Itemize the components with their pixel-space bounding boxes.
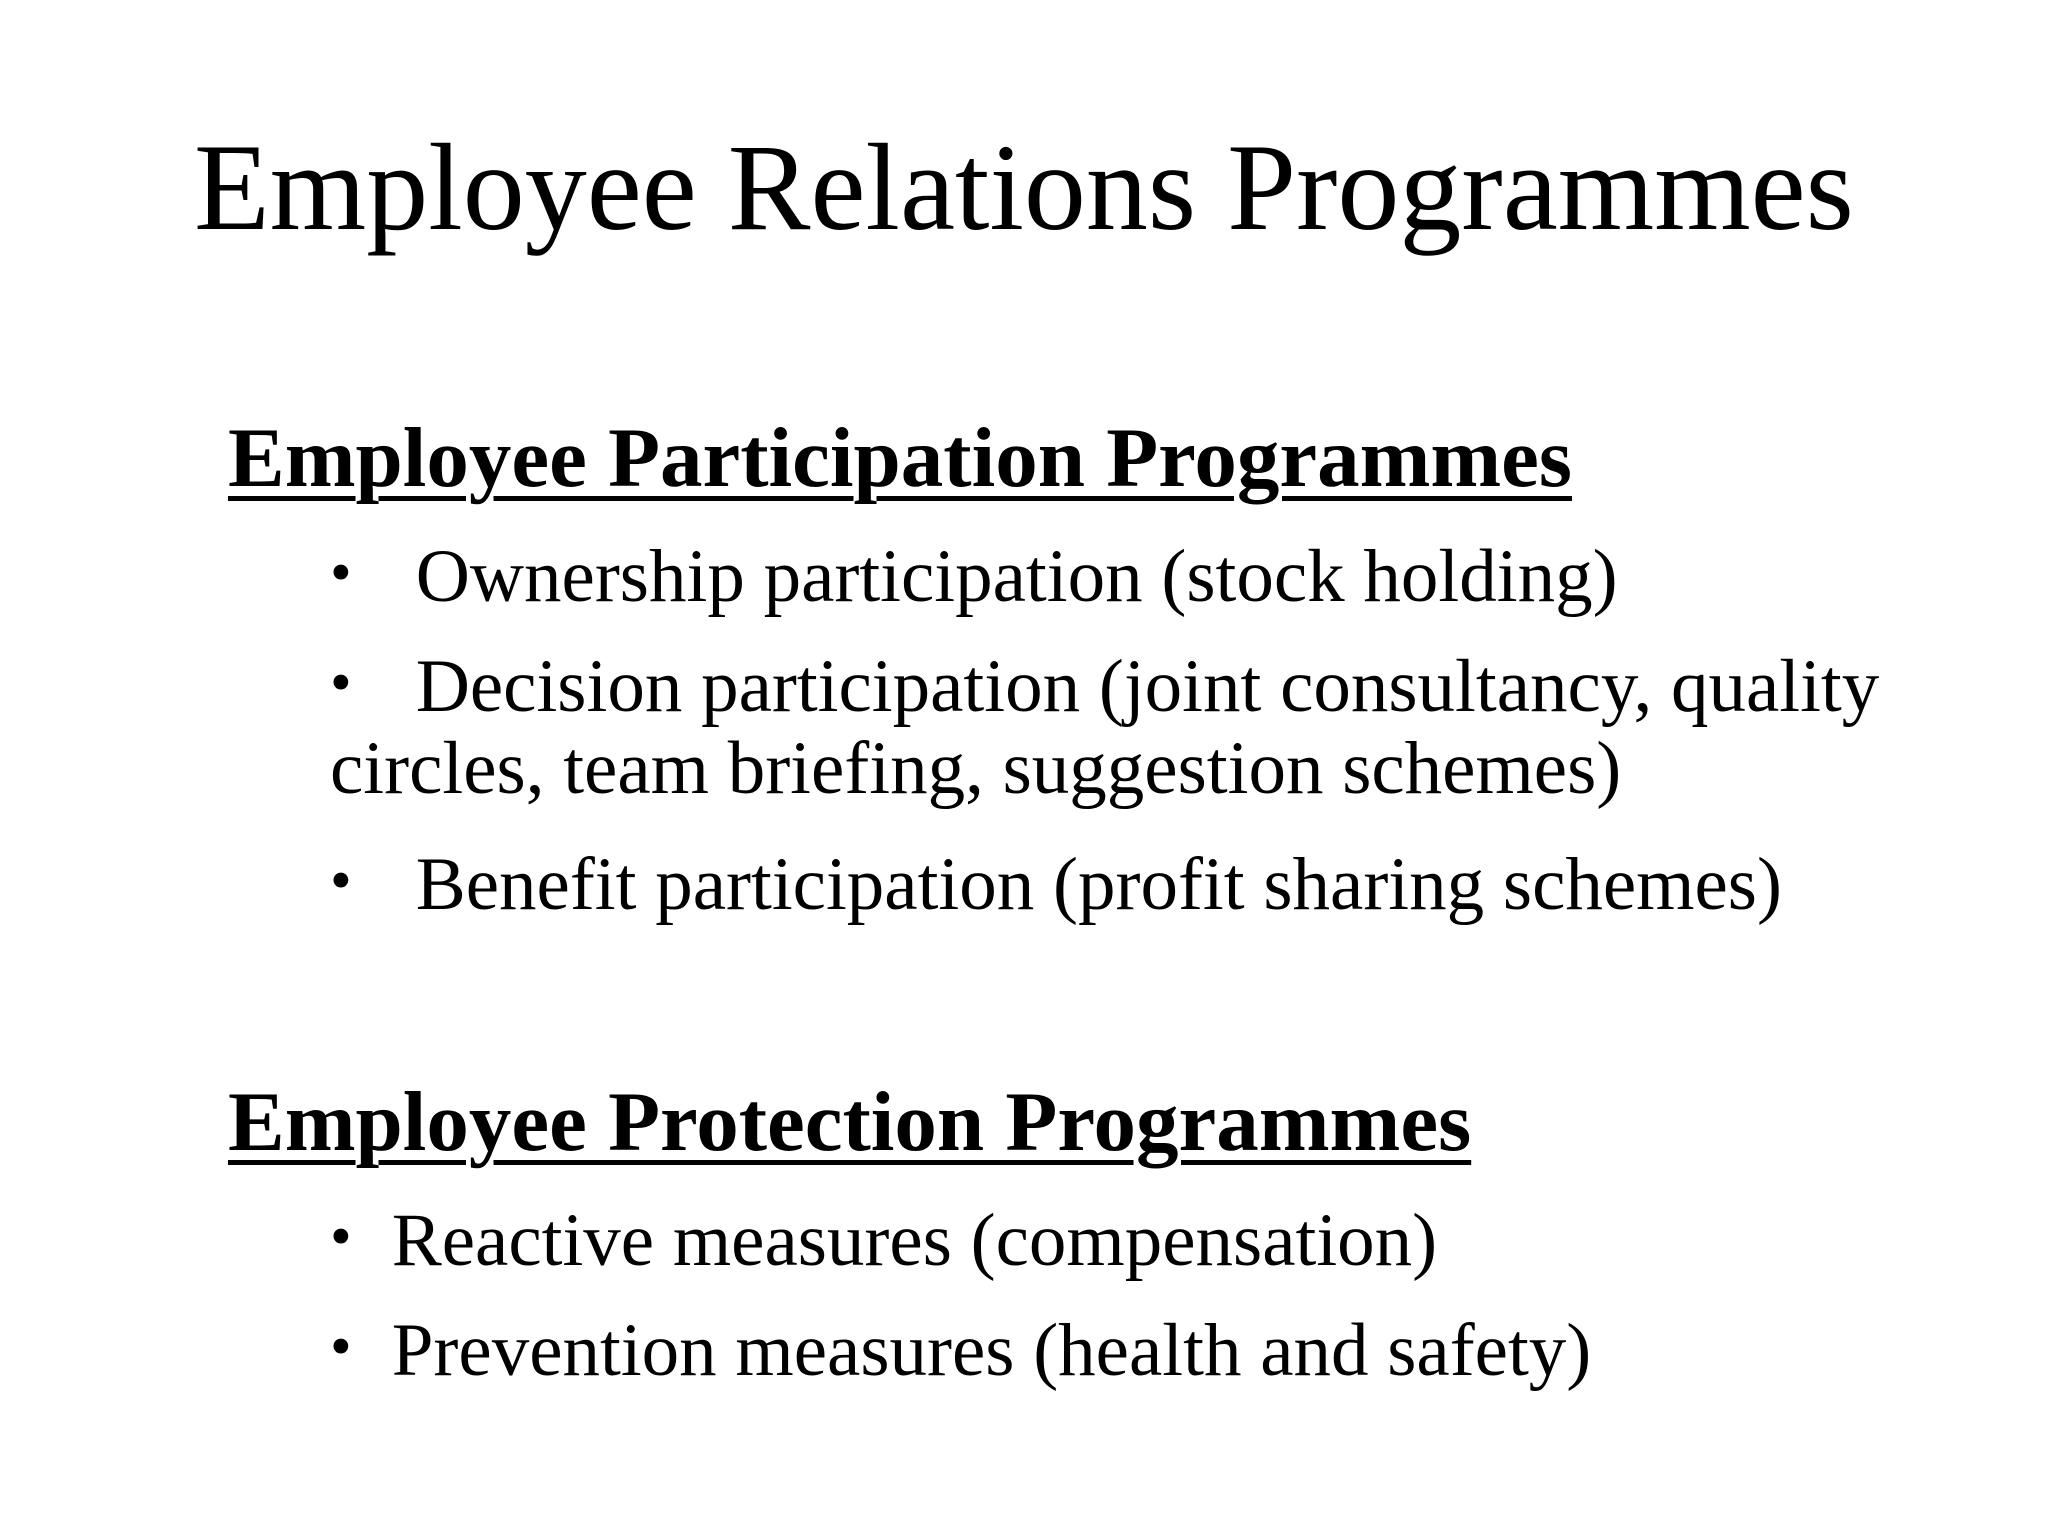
bullet-prevention-measures [330,1304,2010,1394]
bullet-decision-participation-continued [330,726,2010,812]
bullet-text: Benefit participation (profit sharing schemes) [415,843,1782,926]
participation-heading: Employee Participation Programmes [228,411,1572,505]
bullet-icon: • [330,847,352,915]
bullet-icon: • [330,539,352,607]
bullet-text: Reactive measures (compensation) [391,1199,1438,1282]
bullet-text: Prevention measures (health and safety) [391,1309,1592,1392]
bullet-icon: • [330,649,352,717]
bullet-text-continued: circles, team briefing, suggestion schemes) [330,727,1622,810]
bullet-icon: • [330,1203,352,1271]
slide-title: Employee Relations Programmes [194,119,1854,256]
bullet-reactive-measures [330,1194,2010,1284]
bullet-benefit-participation [330,838,2010,928]
bullet-text: Ownership participation (stock holding) [415,535,1618,618]
bullet-text: Decision participation (joint consultancy, quality [415,645,1880,728]
protection-heading: Employee Protection Programmes [228,1075,1472,1169]
bullet-decision-participation [330,640,2010,730]
bullet-icon: • [330,1313,352,1381]
bullet-ownership-participation [330,530,2010,620]
